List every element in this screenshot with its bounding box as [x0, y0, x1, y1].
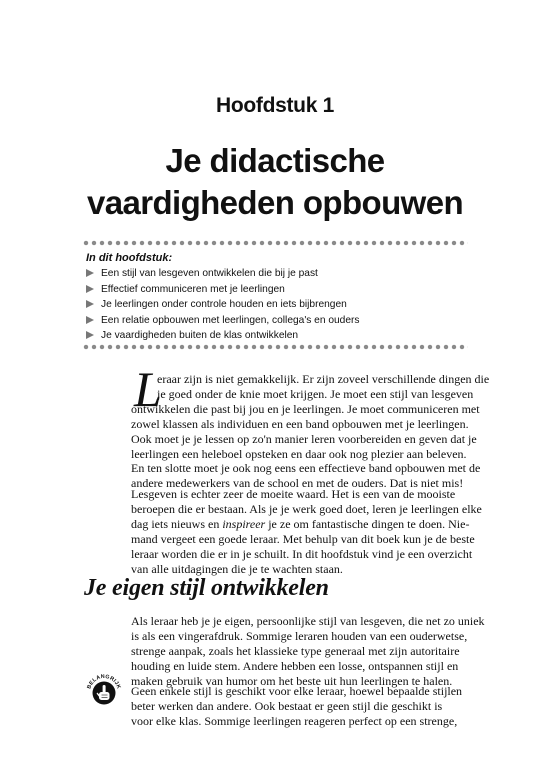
arrow-right-icon: [86, 316, 94, 324]
chapter-title-line-1: Je didactische: [165, 142, 385, 179]
text-run: dag iets nieuws en: [131, 516, 223, 531]
text-line: En ten slotte moet je ook nog eens een effectieve band opbouwen met de: [131, 461, 481, 476]
contents-list: [86, 266, 476, 344]
section-paragraph-1: [131, 614, 485, 689]
text-line: je goed onder de knie moet krijgen. Je moet een stijl van lesgeven: [157, 386, 474, 401]
contents-item-label: Een relatie opbouwen met leerlingen, collega's en ouders: [101, 314, 360, 326]
text-line: [131, 516, 470, 532]
text-line: Lesgeven is echter zeer de moeite waard. Het is een van de mooiste: [131, 487, 456, 501]
belangrijk-badge: [84, 671, 124, 711]
dotted-divider-top: [82, 240, 468, 246]
contents-item-label: Je leerlingen onder controle houden en iets bijbrengen: [101, 299, 347, 310]
chapter-number: Hoofdstuk 1: [215, 94, 335, 117]
text-line: strenge aanpak, zoals het klassieke type generaal met zijn autoritaire: [131, 643, 460, 658]
emphasis-word: inspireer: [222, 516, 266, 531]
text-line: is als een vingerafdruk. Sommige leraren houden van een ouderwetse,: [131, 628, 468, 643]
arrow-right-icon: [86, 269, 94, 277]
chapter-title-line-2: vaardigheden opbouwen: [86, 184, 464, 221]
text-line: Geen enkele stijl is geschikt voor elke leraar, hoewel bepaalde stijlen: [131, 684, 463, 698]
chapter-contents-box: [86, 252, 476, 344]
text-line: maken gebruik van humor om het beste uit hun leerlingen te halen.: [131, 673, 453, 688]
badge-label: BELANGRIJK: [86, 673, 122, 690]
contents-item: [86, 266, 476, 282]
contents-heading: In dit hoofdstuk:: [86, 252, 173, 264]
text-line: andere medewerkers van de school en met de ouders. Dat is niet mis!: [131, 476, 464, 491]
text-line: zowel klassen als individuen en een band opbouwen met je leerlingen.: [131, 416, 469, 431]
intro-paragraph-1: [131, 372, 490, 491]
text-line: leraar worden die er in je schuilt. In dit hoofdstuk vind je een overzicht: [131, 546, 473, 561]
text-line: eraar zijn is niet gemakkelijk. Er zijn zoveel verschillende dingen die: [157, 372, 490, 386]
text-line: leerlingen een heleboel opsteken en daar ook nog plezier aan beleven.: [131, 446, 467, 461]
contents-item-label: Een stijl van lesgeven ontwikkelen die bij je past: [101, 268, 318, 279]
chapter-title: [0, 140, 550, 224]
text-run: je ze om fantastische dingen te doen. Nie-: [265, 516, 470, 531]
arrow-right-icon: [86, 300, 94, 308]
section-paragraph-2: [131, 684, 467, 729]
drop-cap: L: [134, 361, 162, 417]
text-line: Ook moet je je lessen op zo'n manier leren voorbereiden en geven dat je: [131, 431, 477, 446]
text-line: beroepen die er bestaan. Als je je werk goed doet, leren je leerlingen elke: [131, 501, 482, 516]
contents-item: [86, 313, 476, 329]
contents-item-label: Effectief communiceren met je leerlingen: [101, 283, 285, 295]
dotted-divider-bottom: [82, 344, 468, 350]
text-line: ontwikkelen die past bij jou en je leerlingen. Je moet communiceren met: [131, 401, 480, 416]
text-line: voor elke klas. Sommige leerlingen reageren perfect op een strenge,: [131, 713, 458, 728]
section-heading: Je eigen stijl ontwikkelen: [84, 575, 329, 601]
intro-paragraph-2: [131, 487, 482, 576]
text-line: mand vergeet een goede leraar. Met behulp van dit boek kun je de beste: [131, 531, 475, 546]
text-line: beter werken dan andere. Ook bestaat er geen stijl die geschikt is: [131, 698, 443, 713]
contents-item: [86, 328, 476, 344]
text-line: van alle uitdagingen die je te wachten staan.: [131, 561, 343, 576]
contents-item: [86, 297, 476, 313]
text-line: houding en luide stem. Andere hebben een losse, ontspannen stijl en: [131, 658, 459, 673]
contents-item: [86, 282, 476, 298]
arrow-right-icon: [86, 331, 94, 339]
arrow-right-icon: [86, 285, 94, 293]
contents-item-label: Je vaardigheden buiten de klas ontwikkelen: [101, 330, 299, 341]
text-line: Als leraar heb je je eigen, persoonlijke stijl van lesgeven, die net zo uniek: [131, 614, 485, 628]
